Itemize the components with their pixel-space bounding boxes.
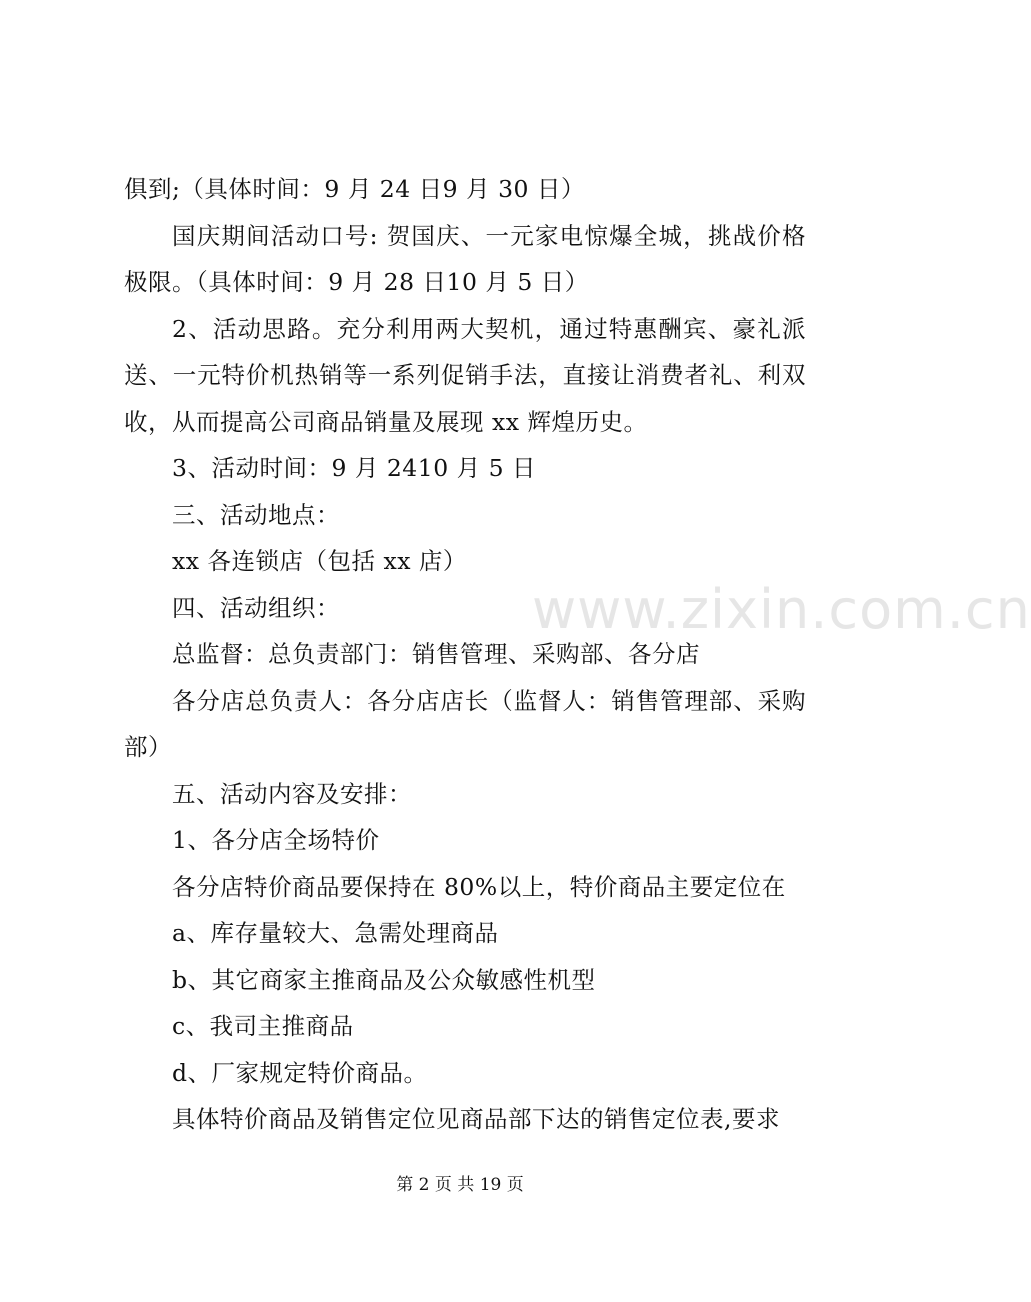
document-body: [124, 166, 806, 1143]
paragraph-15: c、我司主推商品: [172, 1012, 354, 1040]
paragraph-16: d、厂家规定特价商品。: [172, 1058, 428, 1087]
paragraph-10: 五、活动内容及安排：: [172, 779, 412, 808]
watermark: www.zixin.com.cn: [532, 578, 1031, 641]
paragraph-2: 国庆期间活动口号: 贺国庆、一元家电惊爆全城，挑战价格极限。（具体时间：9 月 28 日10 月 5 日）: [124, 221, 806, 296]
paragraph-7: 四、活动组织：: [172, 593, 340, 622]
paragraph-4: 3、活动时间：9 月 2410 月 5 日: [172, 454, 537, 482]
page-footer: 第 2 页 共 19 页: [396, 1175, 524, 1195]
paragraph-5: 三、活动地点：: [172, 500, 340, 529]
paragraph-13: a、库存量较大、急需处理商品: [172, 919, 499, 947]
paragraph-6: xx 各连锁店（包括 xx 店）: [172, 547, 467, 575]
paragraph-17: 具体特价商品及销售定位见商品部下达的销售定位表,要求: [172, 1105, 780, 1133]
paragraph-3: 2、活动思路。充分利用两大契机，通过特惠酬宾、豪礼派送、一元特价机热销等一系列促销手法，直接让消费者礼、利双收，从而提高公司商品销量及展现 xx 辉煌历史。: [124, 314, 806, 436]
paragraph-11: 1、各分店全场特价: [172, 826, 380, 854]
paragraph-1: 俱到;（具体时间：9 月 24 日9 月 30 日）: [124, 175, 585, 203]
paragraph-14: b、其它商家主推商品及公众敏感性机型: [172, 965, 596, 994]
paragraph-8: 总监督：总负责部门：销售管理、采购部、各分店: [172, 640, 700, 668]
paragraph-9: 各分店总负责人：各分店店长（监督人：销售管理部、采购部）: [124, 686, 806, 761]
paragraph-12: 各分店特价商品要保持在 80%以上，特价商品主要定位在: [172, 872, 786, 901]
